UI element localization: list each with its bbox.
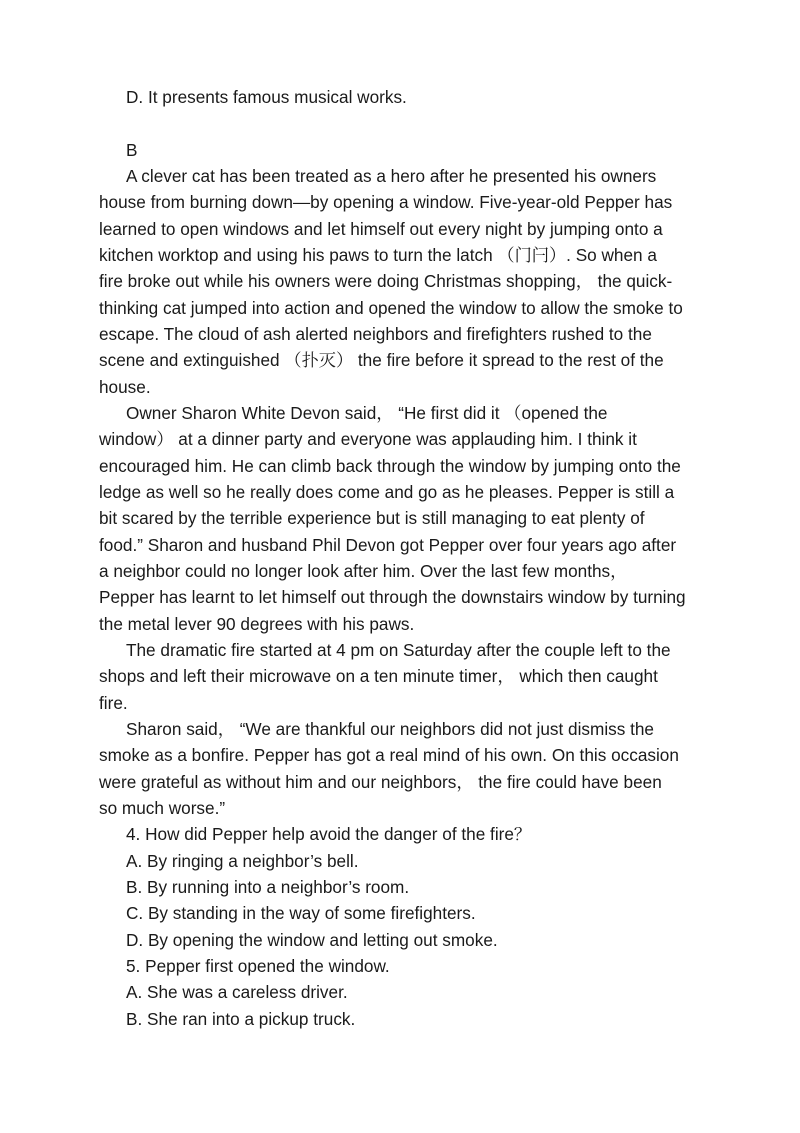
paragraph-line: The dramatic fire started at 4 pm on Saturday after the couple left to the (126, 640, 671, 660)
question-option: A. She was a careless driver. (126, 982, 348, 1002)
paragraph-line: encouraged him. He can climb back through the window by jumping onto the (99, 456, 681, 476)
question-option: B. She ran into a pickup truck. (126, 1009, 356, 1029)
paragraph-line: Pepper has learnt to let himself out through the downstairs window by turning (99, 587, 686, 607)
paragraph-line: food.” Sharon and husband Phil Devon got Pepper over four years ago after (99, 535, 677, 555)
previous-option-d: D. It presents famous musical works. (126, 87, 407, 107)
paragraph-line: fire. (99, 693, 128, 713)
paragraph-line: learned to open windows and let himself out every night by jumping onto a (99, 219, 663, 239)
paragraph-line: kitchen worktop and using his paws to turn the latch （门闩）. So when a (99, 245, 657, 265)
question-option: C. By standing in the way of some firefighters. (126, 903, 476, 923)
paragraph-line: shops and left their microwave on a ten minute timer， which then caught (99, 666, 658, 686)
question-5: 5. Pepper first opened the window. (126, 956, 390, 976)
question-option: D. By opening the window and letting out smoke. (126, 930, 498, 950)
paragraph-line: Owner Sharon White Devon said， “He first did it （opened the (126, 403, 608, 423)
paragraph-line: thinking cat jumped into action and opened the window to allow the smoke to (99, 298, 683, 318)
paragraph-line: house. (99, 377, 151, 397)
section-label: B (126, 140, 138, 160)
question-4: 4. How did Pepper help avoid the danger of the fire？ (126, 824, 532, 844)
paragraph-line: a neighbor could no longer look after him. Over the last few months， (99, 561, 628, 581)
paragraph-line: fire broke out while his owners were doing Christmas shopping， the quick- (99, 271, 673, 291)
paragraph-line: house from burning down—by opening a window. Five-year-old Pepper has (99, 192, 673, 212)
paragraph-line: smoke as a bonfire. Pepper has got a real mind of his own. On this occasion (99, 745, 679, 765)
paragraph-line: scene and extinguished （扑灭） the fire before it spread to the rest of the (99, 350, 664, 370)
paragraph-line: window） at a dinner party and everyone was applauding him. I think it (99, 429, 637, 449)
paragraph-line: bit scared by the terrible experience but is still managing to eat plenty of (99, 508, 645, 528)
paragraph-line: A clever cat has been treated as a hero after he presented his owners (126, 166, 657, 186)
paragraph-line: Sharon said， “We are thankful our neighbors did not just dismiss the (126, 719, 654, 739)
paragraph-line: so much worse.” (99, 798, 226, 818)
paragraph-line: were grateful as without him and our neighbors， the fire could have been (99, 772, 662, 792)
paragraph-line: escape. The cloud of ash alerted neighbors and firefighters rushed to the (99, 324, 652, 344)
question-option: A. By ringing a neighbor’s bell. (126, 851, 359, 871)
paragraph-line: the metal lever 90 degrees with his paws. (99, 614, 415, 634)
paragraph-line: ledge as well so he really does come and go as he pleases. Pepper is still a (99, 482, 675, 502)
question-option: B. By running into a neighbor’s room. (126, 877, 410, 897)
